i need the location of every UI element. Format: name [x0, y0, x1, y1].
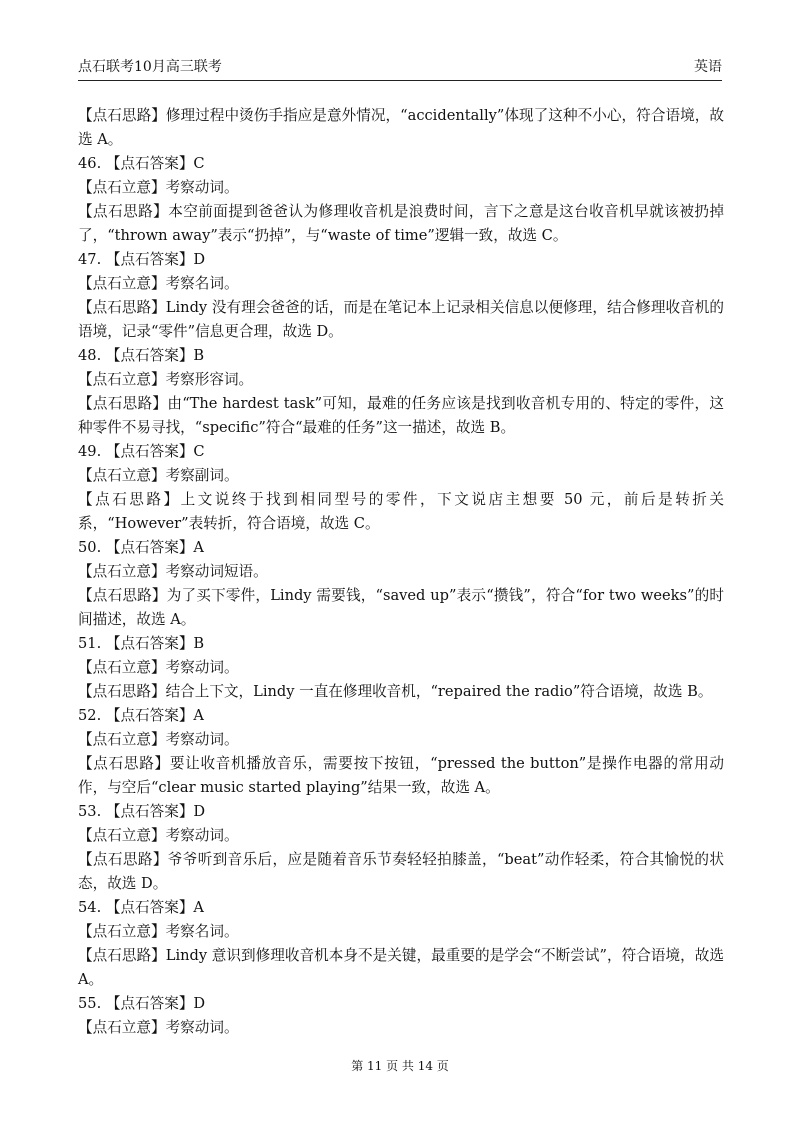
header-exam-title: 点石联考10月高三联考 [78, 59, 222, 75]
text-line: 【点石思路】为了买下零件，Lindy 需要钱，“saved up”表示“攒钱”，符合“for two weeks”的时间描述，故选 A。 [78, 587, 724, 628]
text-line: 【点石思路】修理过程中烫伤手指应是意外情况，“accidentally”体现了这种不小心，符合语境，故选 A。 [78, 107, 724, 148]
page-number-footer: 第 11 页 共 14 页 [351, 1059, 449, 1073]
text-line: 【点石思路】要让收音机播放音乐，需要按下按钮，“pressed the button”是操作电器的常用动作，与空后“clear music started playing”结果一致，故选 A。 [78, 755, 724, 796]
text-line: 【点石立意】考察动词。 [78, 179, 239, 196]
text-line: 【点石立意】考察名词。 [78, 923, 239, 940]
text-line: 【点石思路】本空前面提到爸爸认为修理收音机是浪费时间，言下之意是这台收音机早就该被扔掉了，“thrown away”表示“扔掉”，与“waste of time”逻辑一致，故选 C。 [78, 203, 724, 244]
text-line: 50. 【点石答案】A [78, 539, 204, 556]
page-header [78, 58, 722, 81]
text-line: 49. 【点石答案】C [78, 443, 205, 460]
text-line: 【点石思路】Lindy 没有理会爸爸的话，而是在笔记本上记录相关信息以便修理，结合修理收音机的语境，记录“零件”信息更合理，故选 D。 [78, 299, 724, 340]
text-line: 【点石思路】结合上下文，Lindy 一直在修理收音机，“repaired the radio”符合语境，故选 B。 [78, 683, 713, 700]
text-line: 47. 【点石答案】D [78, 251, 206, 268]
text-line: 【点石立意】考察名词。 [78, 275, 239, 292]
answer-explanations [78, 104, 724, 1040]
text-line: 53. 【点石答案】D [78, 803, 206, 820]
text-line: 【点石思路】由“The hardest task”可知，最难的任务应该是找到收音机专用的、特定的零件，这种零件不易寻找，“specific”符合“最难的任务”这一描述，故选 B。 [78, 395, 724, 436]
text-line: 【点石立意】考察动词。 [78, 659, 239, 676]
text-line: 【点石思路】上文说终于找到相同型号的零件，下文说店主想要 50 元，前后是转折关系，“However”表转折，符合语境，故选 C。 [78, 491, 724, 532]
text-line: 【点石立意】考察动词。 [78, 827, 239, 844]
text-line: 52. 【点石答案】A [78, 707, 204, 724]
text-line: 【点石思路】爷爷听到音乐后，应是随着音乐节奏轻轻拍膝盖，“beat”动作轻柔，符合其愉悦的状态，故选 D。 [78, 851, 724, 892]
text-line: 【点石立意】考察动词。 [78, 1019, 239, 1036]
text-line: 46. 【点石答案】C [78, 155, 205, 172]
text-line: 48. 【点石答案】B [78, 347, 205, 364]
text-line: 54. 【点石答案】A [78, 899, 204, 916]
text-line: 55. 【点石答案】D [78, 995, 206, 1012]
text-line: 【点石思路】Lindy 意识到修理收音机本身不是关键，最重要的是学会“不断尝试”，符合语境，故选 A。 [78, 947, 724, 988]
header-subject: 英语 [694, 59, 722, 75]
text-line: 【点石立意】考察动词。 [78, 731, 239, 748]
text-line: 【点石立意】考察形容词。 [78, 371, 254, 388]
text-line: 【点石立意】考察动词短语。 [78, 563, 268, 580]
text-line: 【点石立意】考察副词。 [78, 467, 239, 484]
text-line: 51. 【点石答案】B [78, 635, 205, 652]
